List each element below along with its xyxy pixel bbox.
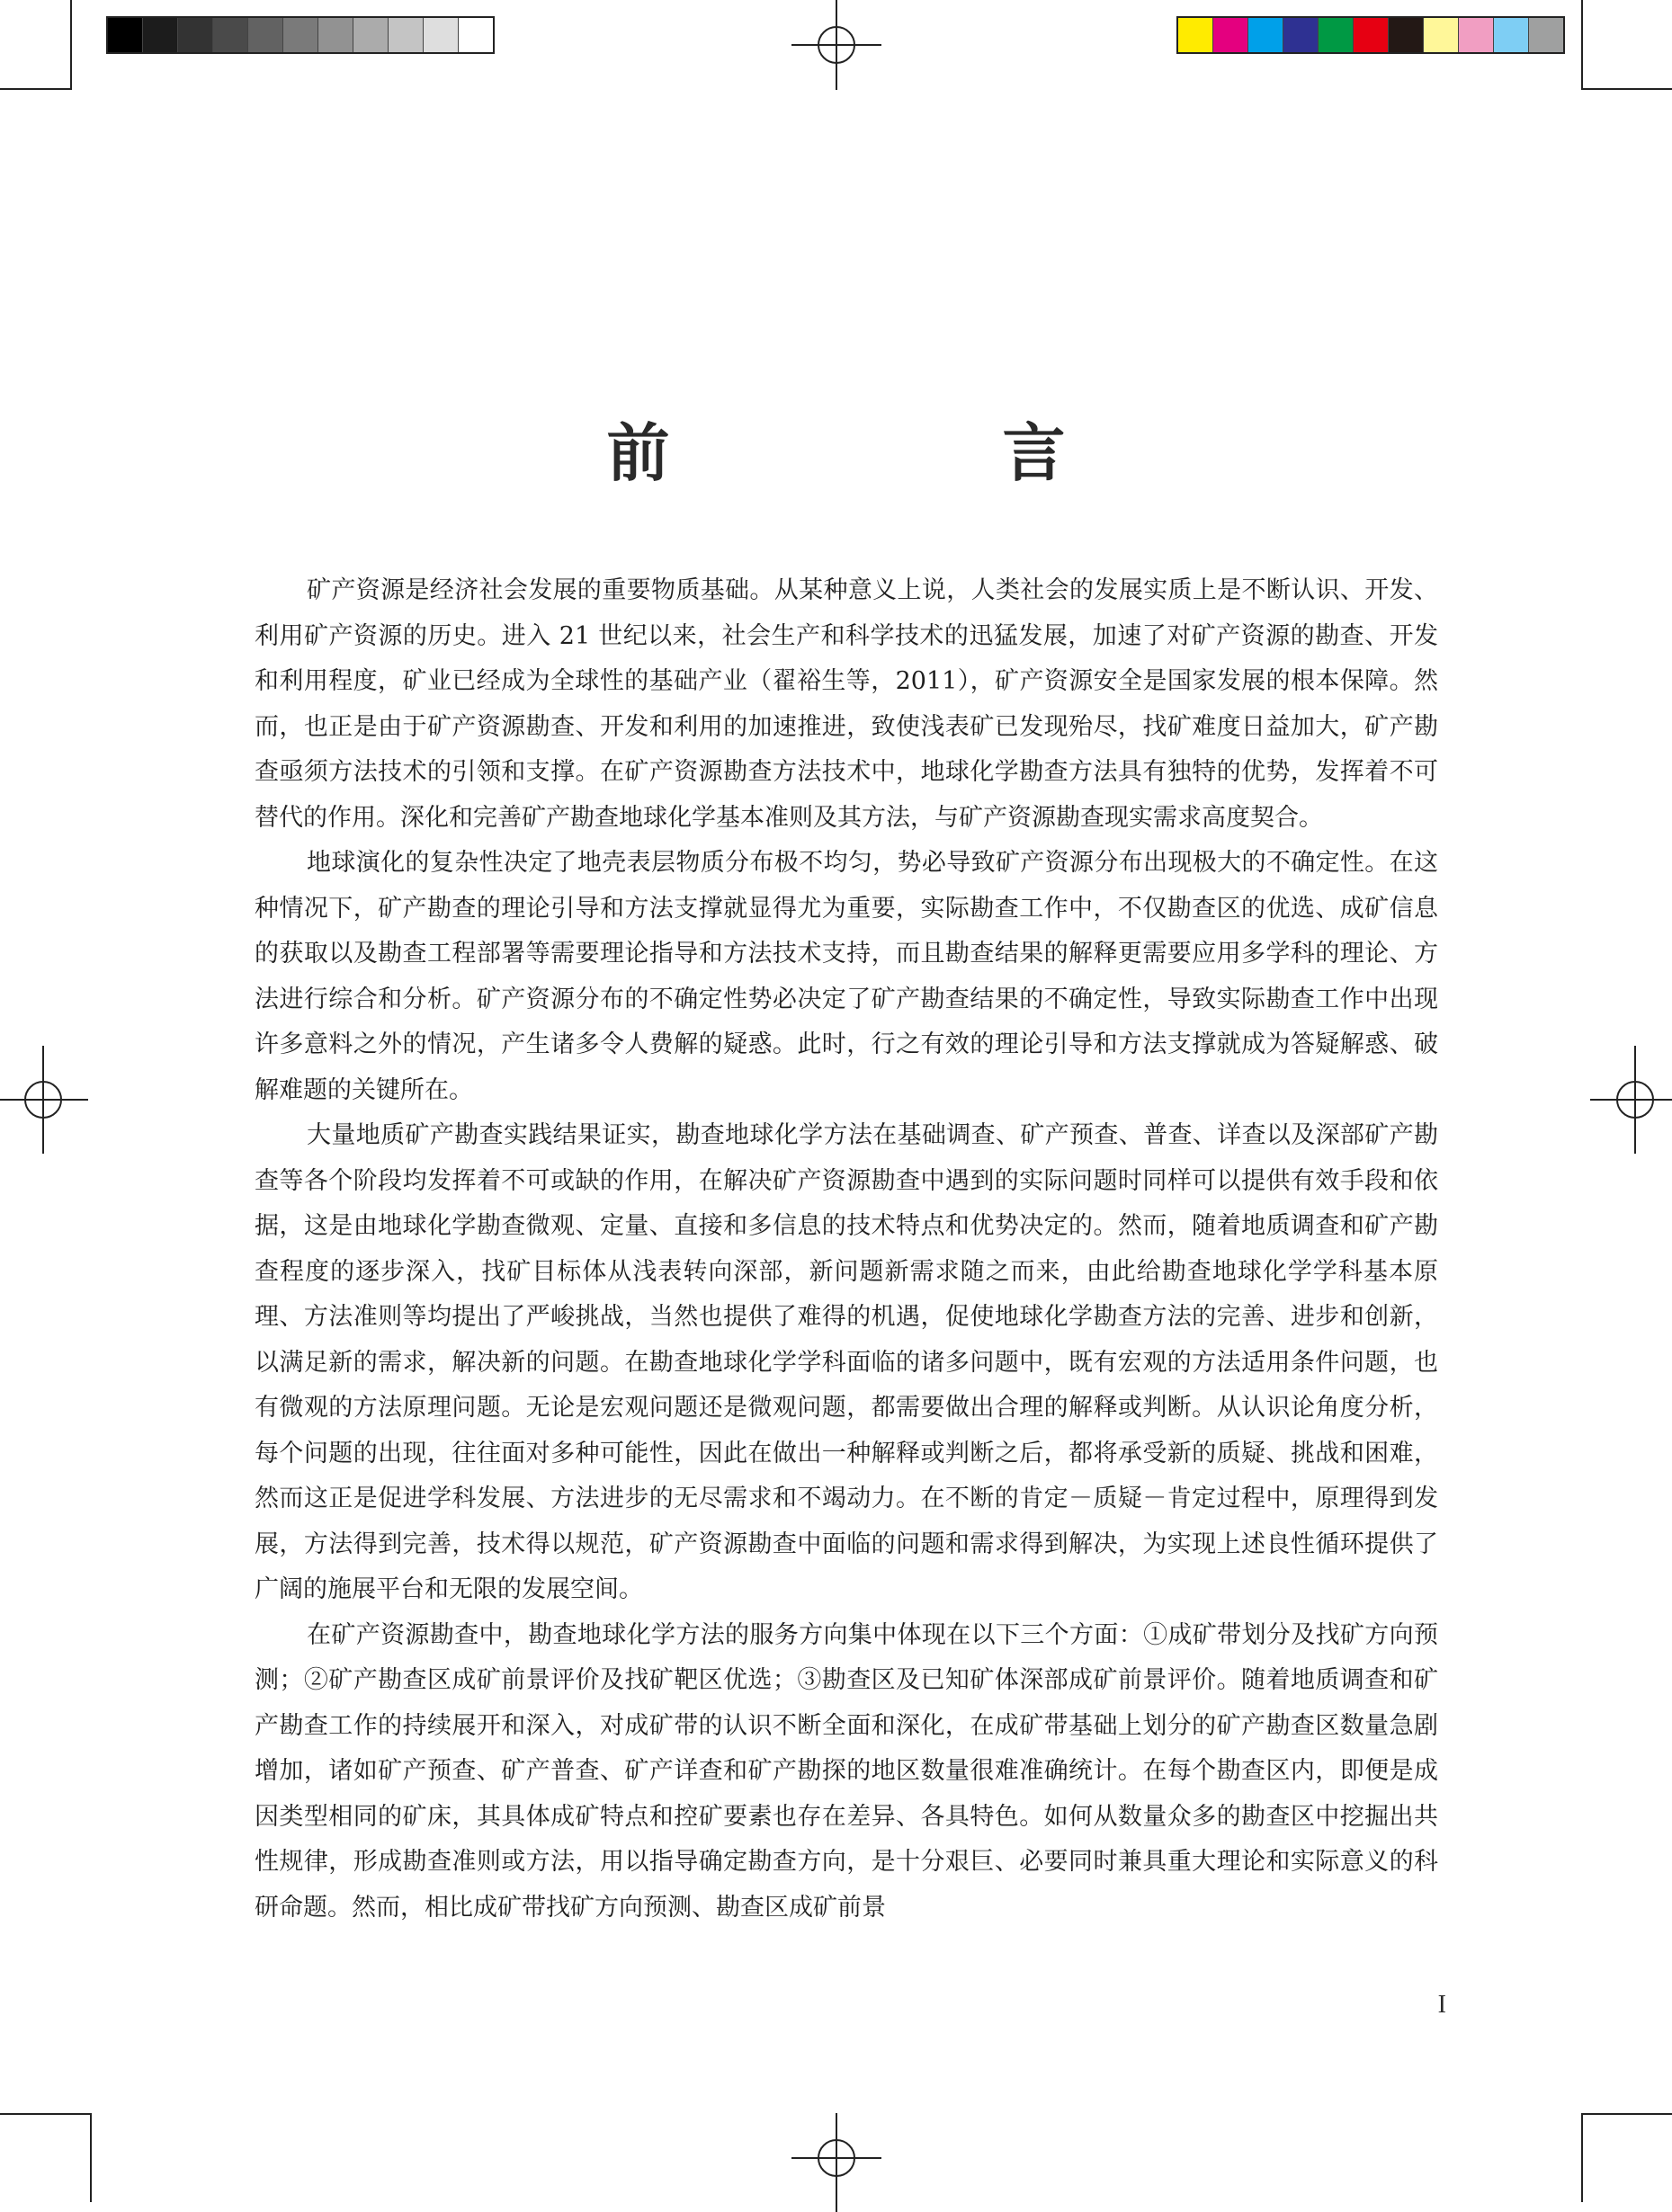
color-swatch: [1389, 18, 1424, 52]
crop-mark: [1583, 88, 1672, 90]
color-swatch: [353, 18, 389, 52]
grayscale-calibration-bar: [106, 16, 495, 54]
color-swatch: [1494, 18, 1529, 52]
color-swatch: [178, 18, 213, 52]
crop-mark: [1581, 2113, 1583, 2202]
page-number: I: [1437, 1991, 1446, 2019]
color-swatch: [424, 18, 459, 52]
color-swatch: [1178, 18, 1213, 52]
crop-mark: [1583, 2113, 1672, 2115]
color-swatch: [283, 18, 318, 52]
color-swatch: [1213, 18, 1248, 52]
color-swatch: [1319, 18, 1354, 52]
color-swatch: [1459, 18, 1494, 52]
color-swatch: [1248, 18, 1283, 52]
color-swatch: [389, 18, 424, 52]
paragraph: 矿产资源是经济社会发展的重要物质基础。从某种意义上说，人类社会的发展实质上是不断认识、开发、利用矿产资源的历史。进入 21 世纪以来，社会生产和科学技术的迅猛发展，加速了对矿产资源的勘查、开发和利用程度，矿业已经成为全球性的基础产业（翟裕生等，2011），矿产资源安全是国家发展的根本保障。然而，也正是由于矿产资源勘查、开发和利用的加速推进，致使浅表矿已发现殆尽，找矿难度日益加大，矿产勘查亟须方法技术的引领和支撑。在矿产资源勘查方法技术中，地球化学勘查方法具有独特的优势，发挥着不可替代的作用。深化和完善矿产勘查地球化学基本准则及其方法，与矿产资源勘查现实需求高度契合。: [255, 576, 1438, 832]
color-swatch: [1354, 18, 1389, 52]
paragraph: 在矿产资源勘查中，勘查地球化学方法的服务方向集中体现在以下三个方面：①成矿带划分及找矿方向预测；②矿产勘查区成矿前景评价及找矿靶区优选；③勘查区及已知矿体深部成矿前景评价。随着地质调查和矿产勘查工作的持续展开和深入，对成矿带的认识不断全面和深化，在成矿带基础上划分的矿产勘查区数量急剧增加，诸如矿产预查、矿产普查、矿产详查和矿产勘探的地区数量很难准确统计。在每个勘查区内，即便是成因类型相同的矿床，其具体成矿特点和控矿要素也存在差异、各具特色。如何从数量众多的勘查区中挖掘出共性规律，形成勘查准则或方法，用以指导确定勘查方向，是十分艰巨、必要同时兼具重大理论和实际意义的科研命题。然而，相比成矿带找矿方向预测、勘查区成矿前景: [255, 1620, 1438, 1922]
crop-mark: [0, 2113, 90, 2115]
color-swatch: [318, 18, 353, 52]
page-title: 前 言: [606, 416, 1201, 490]
registration-mark-left: [0, 1046, 97, 1154]
registration-mark-right: [1581, 1046, 1672, 1154]
color-swatch: [143, 18, 178, 52]
crop-mark: [0, 88, 72, 90]
color-swatch: [459, 18, 493, 52]
color-calibration-bar: [1176, 16, 1565, 54]
registration-mark-top: [782, 0, 890, 99]
color-swatch: [248, 18, 283, 52]
crop-mark: [90, 2113, 92, 2202]
color-swatch: [1529, 18, 1563, 52]
color-swatch: [1283, 18, 1319, 52]
paragraph: 地球演化的复杂性决定了地壳表层物质分布极不均匀，势必导致矿产资源分布出现极大的不确定性。在这种情况下，矿产勘查的理论引导和方法支撑就显得尤为重要，实际勘查工作中，不仅勘查区的优选、成矿信息的获取以及勘查工程部署等需要理论指导和方法技术支持，而且勘查结果的解释更需要应用多学科的理论、方法进行综合和分析。矿产资源分布的不确定性势必决定了矿产勘查结果的不确定性，导致实际勘查工作中出现许多意料之外的情况，产生诸多令人费解的疑惑。此时，行之有效的理论引导和方法支撑就成为答疑解惑、破解难题的关键所在。: [255, 849, 1438, 1104]
registration-mark-bottom: [782, 2104, 890, 2212]
crop-mark: [1581, 0, 1583, 90]
color-swatch: [1424, 18, 1459, 52]
color-swatch: [108, 18, 143, 52]
body-text: [255, 568, 1438, 1931]
paragraph: 大量地质矿产勘查实践结果证实，勘查地球化学方法在基础调查、矿产预查、普查、详查以及深部矿产勘查等各个阶段均发挥着不可或缺的作用，在解决矿产资源勘查中遇到的实际问题时同样可以提供有效手段和依据，这是由地球化学勘查微观、定量、直接和多信息的技术特点和优势决定的。然而，随着地质调查和矿产勘查程度的逐步深入，找矿目标体从浅表转向深部，新问题新需求随之而来，由此给勘查地球化学学科基本原理、方法准则等均提出了严峻挑战，当然也提供了难得的机遇，促使地球化学勘查方法的完善、进步和创新，以满足新的需求，解决新的问题。在勘查地球化学学科面临的诸多问题中，既有宏观的方法适用条件问题，也有微观的方法原理问题。无论是宏观问题还是微观问题，都需要做出合理的解释或判断。从认识论角度分析，每个问题的出现，往往面对多种可能性，因此在做出一种解释或判断之后，都将承受新的质疑、挑战和困难，然而这正是促进学科发展、方法进步的无尽需求和不竭动力。在不断的肯定－质疑－肯定过程中，原理得到发展，方法得到完善，技术得以规范，矿产资源勘查中面临的问题和需求得到解决，为实现上述良性循环提供了广阔的施展平台和无限的发展空间。: [255, 1121, 1438, 1603]
color-swatch: [213, 18, 248, 52]
crop-mark: [70, 0, 72, 90]
